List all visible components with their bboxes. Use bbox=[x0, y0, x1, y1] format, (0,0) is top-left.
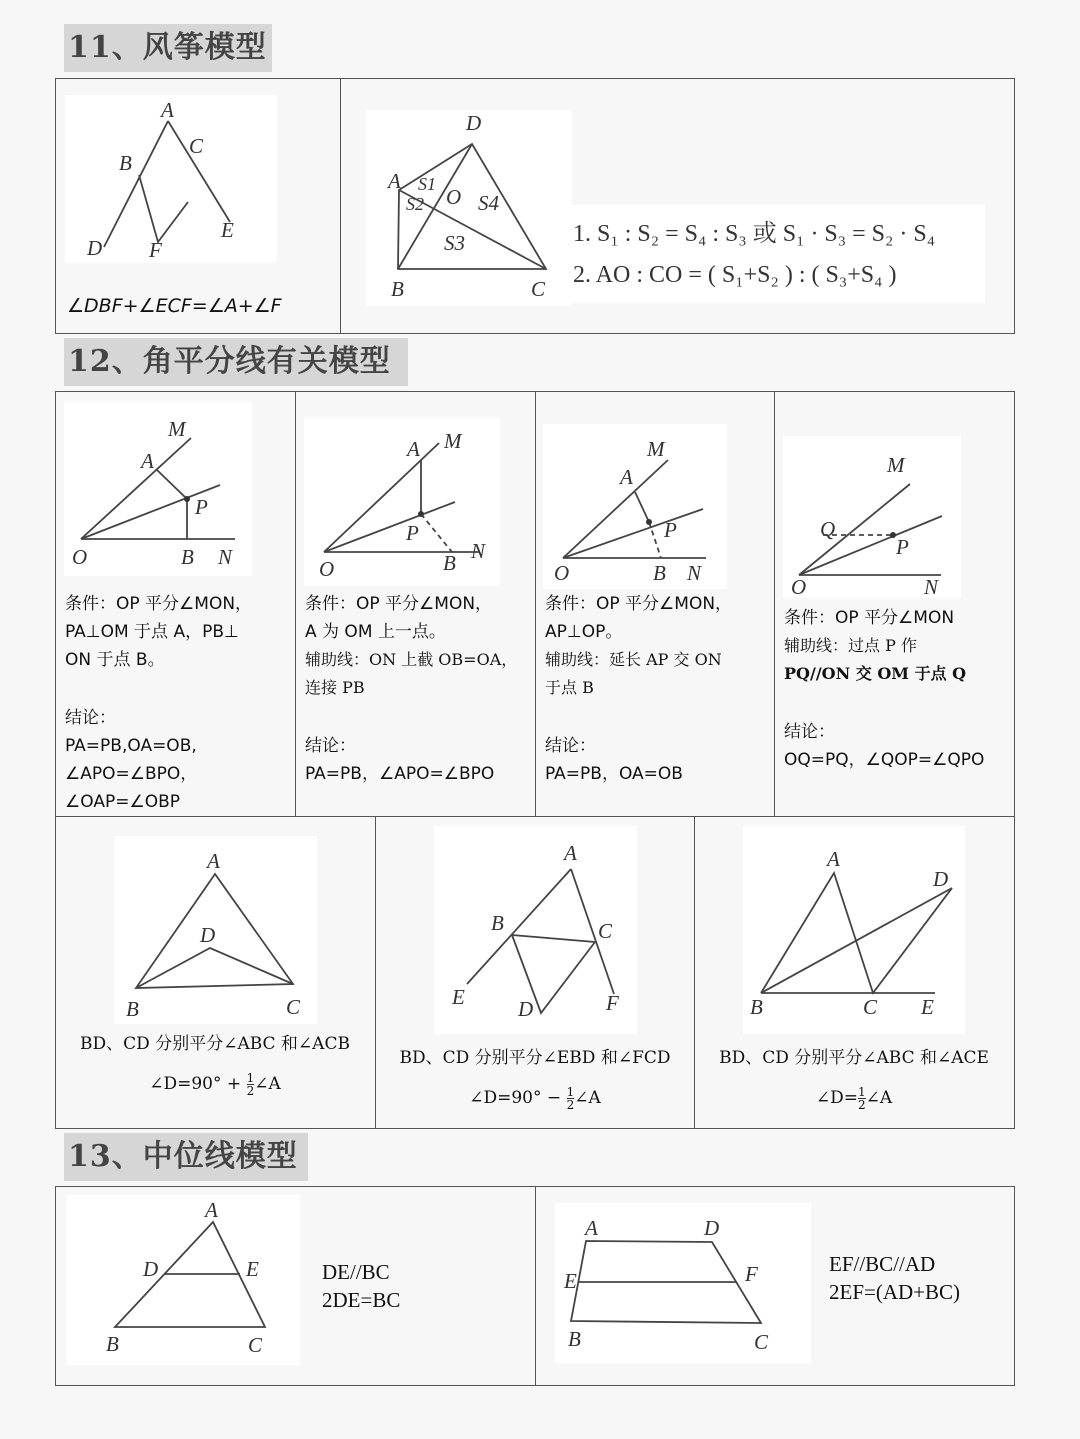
svg-text:C: C bbox=[248, 1333, 263, 1357]
result-suffix: ∠A bbox=[574, 1088, 601, 1108]
svg-text:D: D bbox=[518, 997, 534, 1021]
fraction: $\frac{1}{2}$ bbox=[566, 1085, 575, 1112]
result-suffix: ∠A bbox=[254, 1074, 281, 1094]
divider bbox=[55, 816, 1015, 817]
kite-formula: ∠DBF+∠ECF=∠A+∠F bbox=[67, 295, 282, 317]
svg-text:C: C bbox=[286, 995, 301, 1019]
svg-text:P: P bbox=[195, 495, 208, 519]
condition-line: AP⊥OP。 bbox=[545, 622, 623, 642]
conclusion-line: ∠OAP=∠OBP bbox=[65, 792, 180, 812]
quad-area-formula-2: 2. AO : CO = ( S₁+S₂ ) : ( S₃+S₄ ) bbox=[573, 262, 897, 288]
excenter-result bbox=[377, 1084, 693, 1113]
excenter-bisector-figure bbox=[434, 826, 637, 1034]
auxiliary-line: 于点 B bbox=[545, 678, 594, 697]
svg-text:M: M bbox=[887, 453, 905, 477]
svg-text:B: B bbox=[491, 911, 504, 935]
svg-text:C: C bbox=[598, 919, 613, 943]
svg-text:O: O bbox=[72, 545, 88, 569]
svg-text:O: O bbox=[319, 557, 335, 581]
incenter-bisector-diagram bbox=[114, 836, 317, 1024]
svg-text:C: C bbox=[863, 995, 878, 1019]
interior-exterior-result bbox=[696, 1084, 1012, 1113]
svg-text:A: A bbox=[564, 841, 577, 865]
condition-line: 条件：OP 平分∠MON， bbox=[305, 594, 493, 614]
kite-diagram bbox=[65, 95, 277, 263]
triangle-midline-conclusion-2: 2DE=BC bbox=[322, 1288, 401, 1312]
conclusion-label: 结论： bbox=[545, 736, 596, 756]
kite-model-divider bbox=[340, 78, 341, 334]
svg-text:C: C bbox=[754, 1330, 769, 1354]
svg-text:B: B bbox=[106, 1332, 119, 1356]
incenter-caption: BD、CD 分别平分∠ABC 和∠ACB bbox=[80, 1034, 350, 1054]
section-heading-angle-bisector: 12、角平分线有关模型 bbox=[64, 338, 408, 386]
bisector-fig-1 bbox=[64, 402, 252, 576]
result-prefix: ∠D=90° − bbox=[469, 1088, 567, 1108]
result-suffix: ∠A bbox=[865, 1088, 893, 1108]
interior-exterior-bisector-figure bbox=[743, 826, 965, 1034]
svg-text:O: O bbox=[446, 185, 462, 209]
svg-text:S2: S2 bbox=[406, 194, 424, 214]
quad-area-figure bbox=[366, 110, 572, 306]
svg-text:A: A bbox=[388, 169, 401, 193]
svg-text:B: B bbox=[391, 277, 404, 301]
svg-text:N: N bbox=[924, 575, 939, 598]
conclusion-label: 结论： bbox=[65, 708, 116, 728]
svg-text:A: A bbox=[205, 1198, 218, 1222]
svg-text:A: A bbox=[827, 847, 840, 871]
auxiliary-line: PQ//ON 交 OM 于点 Q bbox=[784, 664, 967, 683]
svg-text:B: B bbox=[181, 545, 194, 569]
svg-text:S4: S4 bbox=[478, 191, 499, 215]
trapezoid-midline-diagram bbox=[555, 1203, 811, 1363]
condition-line: PA⊥OM 于点 A，PB⊥ bbox=[65, 622, 239, 642]
bisector-diagram-1 bbox=[64, 402, 252, 576]
excenter-bisector-diagram bbox=[434, 826, 637, 1034]
svg-text:Q: Q bbox=[820, 517, 836, 541]
svg-text:N: N bbox=[471, 539, 486, 563]
svg-text:M: M bbox=[168, 417, 186, 441]
incenter-bisector-figure bbox=[114, 836, 317, 1024]
fraction: $\frac{1}{2}$ bbox=[857, 1085, 866, 1112]
svg-text:A: A bbox=[620, 465, 633, 489]
svg-text:F: F bbox=[149, 238, 162, 262]
svg-text:P: P bbox=[664, 518, 677, 542]
svg-text:P: P bbox=[896, 535, 909, 559]
bisector-diagram-3 bbox=[543, 424, 727, 589]
svg-text:P: P bbox=[406, 521, 419, 545]
triangle-midline-conclusion-1: DE//BC bbox=[322, 1260, 390, 1284]
divider bbox=[774, 391, 775, 817]
svg-text:S1: S1 bbox=[418, 174, 436, 194]
svg-text:F: F bbox=[606, 991, 619, 1015]
trapezoid-midline-conclusion-2: 2EF=(AD+BC) bbox=[829, 1280, 961, 1304]
svg-text:C: C bbox=[189, 134, 204, 158]
svg-text:D: D bbox=[200, 923, 216, 947]
svg-text:B: B bbox=[443, 551, 456, 575]
svg-text:M: M bbox=[444, 429, 462, 453]
section-heading-kite-model: 11、风筝模型 bbox=[64, 24, 272, 72]
svg-text:A: A bbox=[407, 437, 420, 461]
conclusion-line: ∠APO=∠BPO， bbox=[65, 764, 198, 784]
trapezoid-midline-figure bbox=[555, 1203, 811, 1363]
svg-text:E: E bbox=[452, 985, 465, 1009]
condition-line: 条件：OP 平分∠MON， bbox=[65, 594, 253, 614]
svg-text:B: B bbox=[119, 151, 132, 175]
svg-text:M: M bbox=[647, 437, 665, 461]
svg-text:E: E bbox=[246, 1257, 259, 1281]
quad-area-formula-1: 1. S₁ : S₂ = S₄ : S₃ 或 S₁ · S₃ = S₂ · S₄ bbox=[573, 221, 936, 247]
svg-text:D: D bbox=[704, 1216, 720, 1240]
svg-text:A: A bbox=[585, 1216, 598, 1240]
svg-text:N: N bbox=[218, 545, 233, 569]
svg-text:B: B bbox=[750, 995, 763, 1019]
excenter-caption: BD、CD 分别平分∠EBD 和∠FCD bbox=[399, 1048, 671, 1068]
conclusion-line: PA=PB，OA=OB bbox=[545, 764, 683, 784]
svg-text:E: E bbox=[921, 995, 934, 1019]
svg-text:C: C bbox=[531, 277, 546, 301]
condition-line: 条件：OP 平分∠MON， bbox=[545, 594, 733, 614]
svg-text:D: D bbox=[143, 1257, 159, 1281]
svg-text:O: O bbox=[791, 575, 807, 598]
svg-text:E: E bbox=[564, 1269, 577, 1293]
auxiliary-line: 辅助线：ON 上截 OB=OA， bbox=[305, 650, 518, 669]
bisector-fig-4 bbox=[783, 436, 961, 598]
svg-text:N: N bbox=[687, 561, 702, 585]
fraction: $\frac{1}{2}$ bbox=[246, 1071, 255, 1098]
kite-figure bbox=[65, 95, 277, 263]
divider bbox=[535, 391, 536, 817]
condition-line: 条件：OP 平分∠MON bbox=[784, 608, 955, 628]
auxiliary-line: 连接 PB bbox=[305, 678, 365, 697]
svg-text:A: A bbox=[141, 449, 154, 473]
svg-text:D: D bbox=[87, 236, 103, 260]
condition-line: A 为 OM 上一点。 bbox=[305, 622, 446, 642]
triangle-midline-diagram bbox=[66, 1195, 300, 1365]
svg-text:A: A bbox=[207, 849, 220, 873]
svg-text:O: O bbox=[554, 561, 570, 585]
conclusion-line: PA=PB,OA=OB, bbox=[65, 736, 197, 756]
triangle-midline-figure bbox=[66, 1195, 300, 1365]
conclusion-label: 结论： bbox=[784, 722, 835, 742]
bisector-fig-2 bbox=[304, 418, 500, 586]
divider bbox=[694, 816, 695, 1129]
svg-text:S3: S3 bbox=[444, 231, 465, 255]
divider bbox=[375, 816, 376, 1129]
svg-text:E: E bbox=[221, 218, 234, 242]
interior-exterior-bisector-diagram bbox=[743, 826, 965, 1034]
divider bbox=[535, 1186, 536, 1386]
bisector-diagram-4 bbox=[783, 436, 961, 598]
svg-text:D: D bbox=[466, 111, 482, 135]
quad-area-diagram bbox=[366, 110, 572, 306]
auxiliary-line: 辅助线：过点 P 作 bbox=[784, 636, 917, 655]
bisector-fig-3 bbox=[543, 424, 727, 589]
svg-text:B: B bbox=[653, 561, 666, 585]
svg-text:B: B bbox=[568, 1327, 581, 1351]
result-prefix: ∠D= bbox=[815, 1088, 858, 1108]
svg-text:D: D bbox=[933, 867, 949, 891]
result-prefix: ∠D=90° + bbox=[149, 1074, 247, 1094]
section-heading-midline-model: 13、中位线模型 bbox=[64, 1133, 308, 1181]
divider bbox=[295, 391, 296, 817]
interior-exterior-caption: BD、CD 分别平分∠ABC 和∠ACE bbox=[719, 1048, 989, 1068]
conclusion-line: PA=PB，∠APO=∠BPO bbox=[305, 764, 495, 784]
trapezoid-midline-conclusion-1: EF//BC//AD bbox=[829, 1252, 936, 1276]
auxiliary-line: 辅助线：延长 AP 交 ON bbox=[545, 650, 722, 669]
condition-line: ON 于点 B。 bbox=[65, 650, 165, 670]
conclusion-line: OQ=PQ，∠QOP=∠QPO bbox=[784, 750, 985, 770]
conclusion-label: 结论： bbox=[305, 736, 356, 756]
svg-text:A: A bbox=[161, 98, 174, 122]
svg-text:B: B bbox=[126, 997, 139, 1021]
svg-text:F: F bbox=[745, 1262, 758, 1286]
bisector-diagram-2 bbox=[304, 418, 500, 586]
incenter-result bbox=[57, 1070, 373, 1099]
